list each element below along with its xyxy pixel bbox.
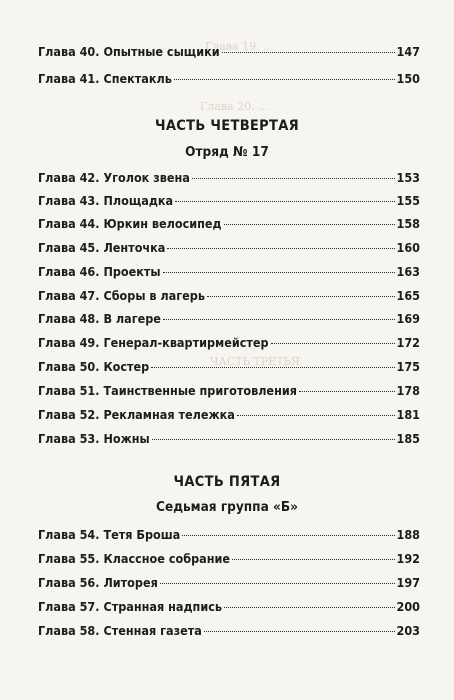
toc-entry xyxy=(38,359,420,379)
chapter-title: Глава 58. Стенная газета xyxy=(38,623,202,638)
toc-entry xyxy=(38,335,420,355)
dot-leader xyxy=(224,224,395,225)
page-number: 188 xyxy=(396,527,420,542)
toc-entry xyxy=(38,193,420,213)
chapter-title: Глава 48. В лагере xyxy=(38,311,161,326)
dot-leader xyxy=(152,439,395,440)
dot-leader xyxy=(271,343,395,344)
toc-entry xyxy=(38,431,420,451)
part-heading: ЧАСТЬ ПЯТАЯ xyxy=(173,474,281,490)
page-number: 178 xyxy=(396,383,420,398)
toc-entry xyxy=(38,170,420,190)
page-number: 200 xyxy=(396,599,420,614)
page-number: 169 xyxy=(396,311,420,326)
toc-entry xyxy=(38,599,420,619)
dot-leader xyxy=(222,52,395,53)
show-through-text: Глава 20. ... xyxy=(200,100,269,113)
dot-leader xyxy=(160,583,395,584)
dot-leader xyxy=(182,535,394,536)
toc-entry xyxy=(38,407,420,427)
toc-entry xyxy=(38,71,420,91)
page-number: 185 xyxy=(396,431,420,446)
page-number: 197 xyxy=(396,575,420,590)
page-number: 163 xyxy=(396,264,420,279)
page-number: 153 xyxy=(396,170,420,185)
dot-leader xyxy=(299,391,395,392)
dot-leader xyxy=(163,319,395,320)
toc-entry xyxy=(38,623,420,643)
toc-entry xyxy=(38,288,420,308)
page-number: 203 xyxy=(396,623,420,638)
chapter-title: Глава 45. Ленточка xyxy=(38,240,166,255)
dot-leader xyxy=(224,607,395,608)
chapter-title: Глава 46. Проекты xyxy=(38,264,161,279)
page-number: 181 xyxy=(396,407,420,422)
page-number: 147 xyxy=(396,44,420,59)
chapter-title: Глава 43. Площадка xyxy=(38,193,174,208)
chapter-title: Глава 40. Опытные сыщики xyxy=(38,44,220,59)
dot-leader xyxy=(167,248,394,249)
toc-entry xyxy=(38,240,420,260)
chapter-title: Глава 50. Костер xyxy=(38,359,150,374)
page-number: 160 xyxy=(396,240,420,255)
chapter-title: Глава 52. Рекламная тележка xyxy=(38,407,235,422)
part-heading: ЧАСТЬ ЧЕТВЕРТАЯ xyxy=(155,118,299,134)
dot-leader xyxy=(232,559,395,560)
page-number: 172 xyxy=(396,335,420,350)
chapter-title: Глава 51. Таинственные приготовления xyxy=(38,383,297,398)
dot-leader xyxy=(151,367,394,368)
chapter-title: Глава 47. Сборы в лагерь xyxy=(38,288,205,303)
part-subtitle: Отряд № 17 xyxy=(185,144,269,160)
toc-entry xyxy=(38,216,420,236)
chapter-title: Глава 54. Тетя Броша xyxy=(38,527,181,542)
dot-leader xyxy=(175,201,394,202)
chapter-title: Глава 41. Спектакль xyxy=(38,71,172,86)
dot-leader xyxy=(237,415,395,416)
page-number: 155 xyxy=(396,193,420,208)
page-number: 158 xyxy=(396,216,420,231)
toc-entry xyxy=(38,383,420,403)
dot-leader xyxy=(204,631,395,632)
dot-leader xyxy=(207,296,395,297)
toc-entry xyxy=(38,551,420,571)
page-number: 150 xyxy=(396,71,420,86)
dot-leader xyxy=(192,178,395,179)
part-subtitle: Седьмая группа «Б» xyxy=(156,499,298,515)
chapter-title: Глава 42. Уголок звена xyxy=(38,170,190,185)
toc-entry xyxy=(38,311,420,331)
page-number: 175 xyxy=(396,359,420,374)
chapter-title: Глава 56. Литорея xyxy=(38,575,158,590)
show-through-text: ЧАСТЬ ТРЕТЬЯ xyxy=(210,355,300,368)
chapter-title: Глава 49. Генерал-квартирмейстер xyxy=(38,335,269,350)
toc-entry xyxy=(38,527,420,547)
toc-entry xyxy=(38,575,420,595)
toc-entry xyxy=(38,264,420,284)
dot-leader xyxy=(174,79,395,80)
chapter-title: Глава 44. Юркин велосипед xyxy=(38,216,222,231)
chapter-title: Глава 55. Классное собрание xyxy=(38,551,230,566)
show-through-text: Глава 19. ... xyxy=(205,40,274,53)
page-number: 192 xyxy=(396,551,420,566)
chapter-title: Глава 57. Странная надпись xyxy=(38,599,222,614)
chapter-title: Глава 53. Ножны xyxy=(38,431,150,446)
toc-entry xyxy=(38,44,420,64)
dot-leader xyxy=(163,272,395,273)
page-number: 165 xyxy=(396,288,420,303)
